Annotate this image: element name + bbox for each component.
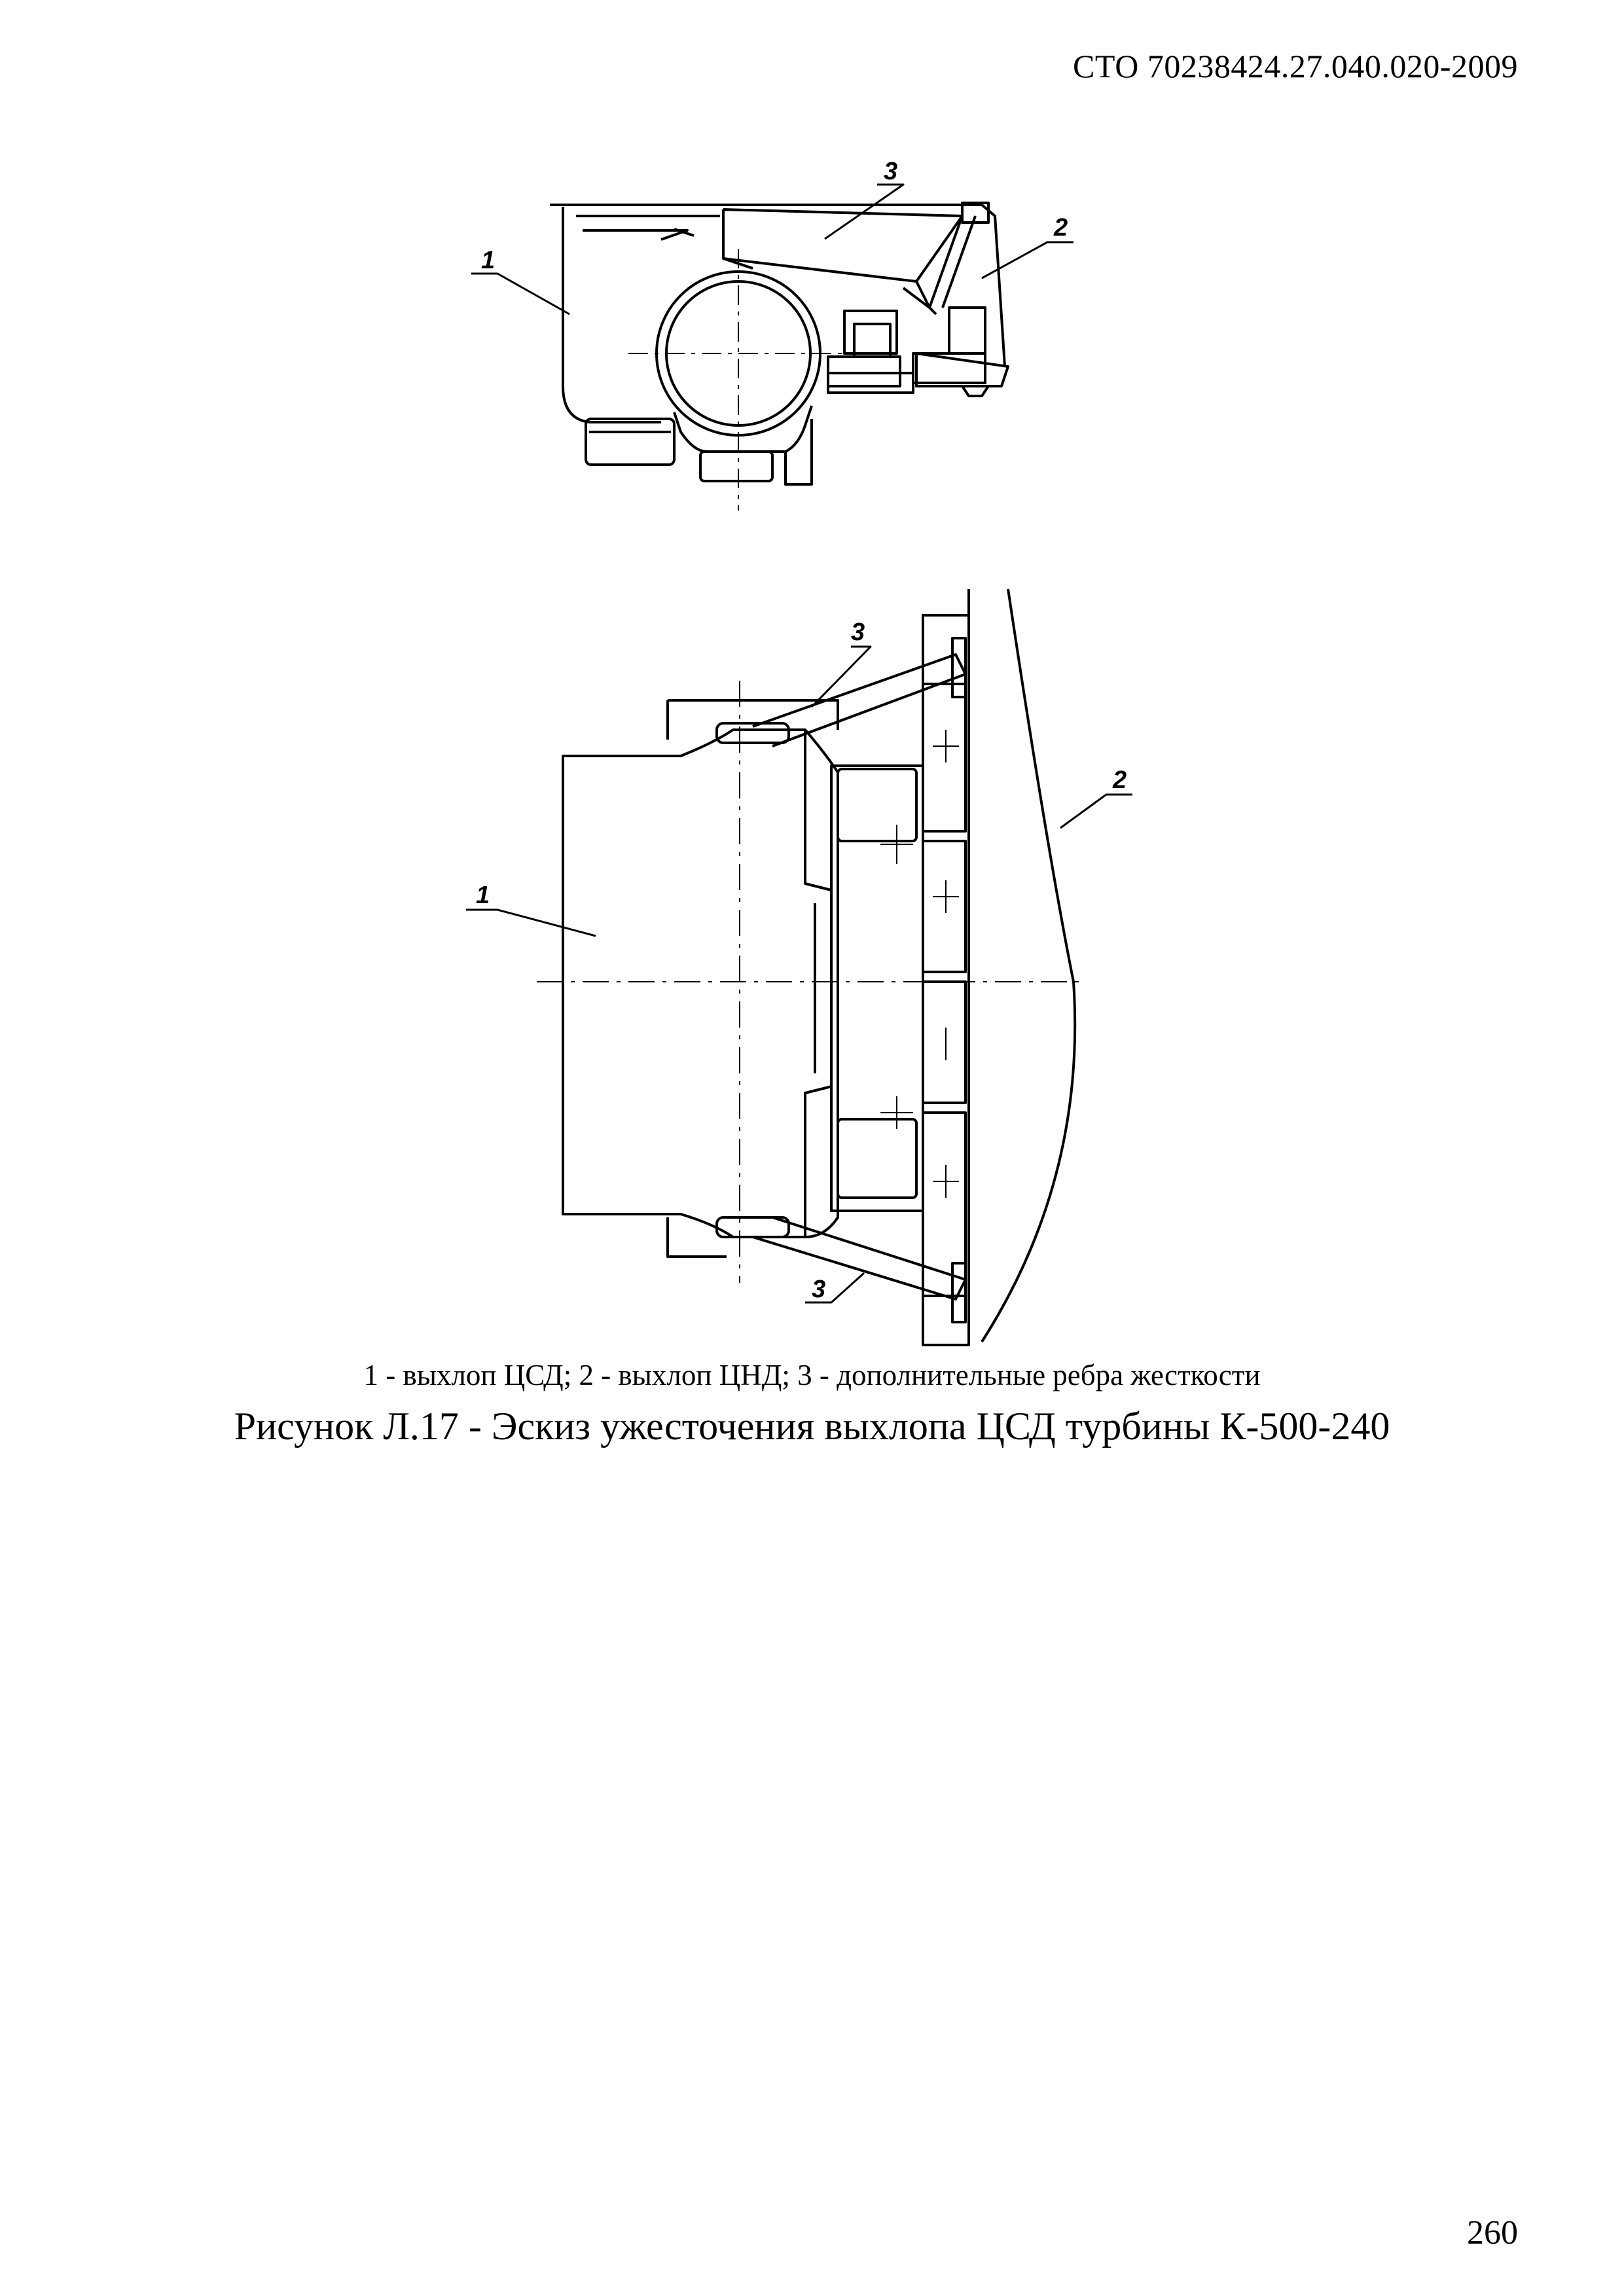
- top-view: [471, 185, 1074, 511]
- page-number: 260: [1467, 2214, 1518, 2251]
- label-main-1: 1: [476, 882, 490, 909]
- label-top-3: 3: [884, 158, 898, 185]
- label-top-1: 1: [481, 247, 496, 274]
- label-main-3-top: 3: [851, 619, 865, 646]
- figure-caption: Рисунок Л.17 - Эскиз ужесточения выхлопа ЦСД турбины К-500-240: [234, 1405, 1390, 1448]
- figure-legend: 1 - выхлоп ЦСД; 2 - выхлоп ЦНД; 3 - дополнительные ребра жесткости: [363, 1359, 1261, 1391]
- main-view: [466, 589, 1132, 1345]
- document-code: СТО 70238424.27.040.020-2009: [1073, 48, 1518, 84]
- label-main-2: 2: [1113, 766, 1127, 794]
- label-top-2: 2: [1054, 214, 1068, 242]
- label-main-3-bottom: 3: [812, 1276, 826, 1303]
